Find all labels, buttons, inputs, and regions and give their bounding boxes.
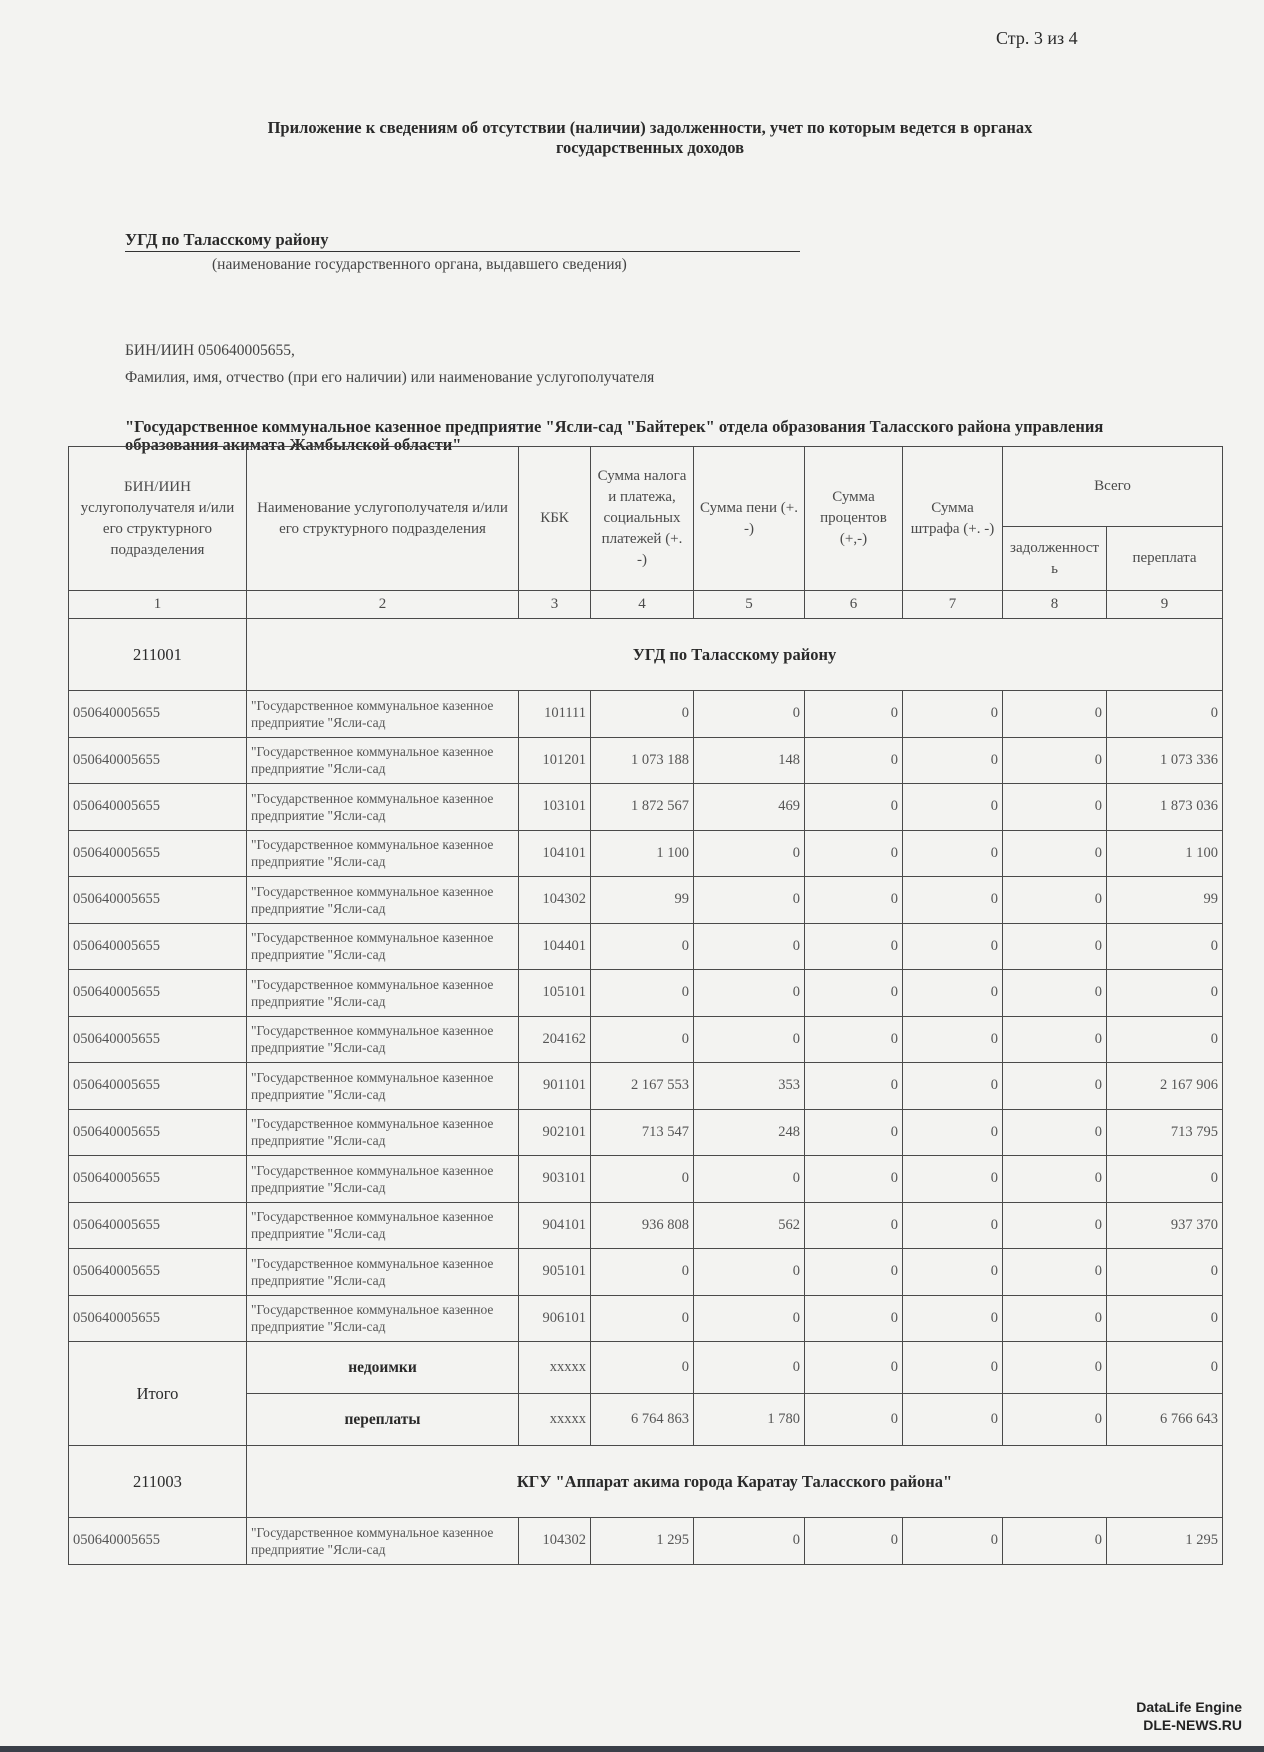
header-debt: задолженность [1003, 527, 1107, 591]
cell-name: "Государственное коммунальное казенное предприятие "Ясли-сад [247, 1156, 519, 1203]
cell-bin: 050640005655 [69, 691, 247, 738]
page-number: Стр. 3 из 4 [996, 28, 1078, 48]
cell-overpay: 2 167 906 [1107, 1063, 1223, 1110]
totals-penalty: 0 [694, 1342, 805, 1394]
cell-debt: 0 [1003, 1156, 1107, 1203]
cell-fine: 0 [903, 1109, 1003, 1156]
cell-bin: 050640005655 [69, 1202, 247, 1249]
cell-bin: 050640005655 [69, 923, 247, 970]
cell-debt: 0 [1003, 1109, 1107, 1156]
cell-penalty: 469 [694, 784, 805, 831]
cell-debt: 0 [1003, 970, 1107, 1017]
cell-kbk: 104101 [519, 830, 591, 877]
totals-fine: 0 [903, 1342, 1003, 1394]
cell-kbk: 104401 [519, 923, 591, 970]
cell-penalty: 0 [694, 830, 805, 877]
cell-tax: 0 [591, 1249, 694, 1296]
cell-interest: 0 [805, 784, 903, 831]
cell-penalty: 0 [694, 923, 805, 970]
totals-kbk: ххххх [519, 1394, 591, 1446]
cell-kbk: 104302 [519, 877, 591, 924]
cell-kbk: 901101 [519, 1063, 591, 1110]
cell-fine: 0 [903, 970, 1003, 1017]
totals-type: переплаты [247, 1394, 519, 1446]
cell-tax: 713 547 [591, 1109, 694, 1156]
section-name: КГУ "Аппарат акима города Каратау Таласского района" [247, 1446, 1223, 1518]
cell-kbk: 904101 [519, 1202, 591, 1249]
section-name: УГД по Таласскому району [247, 619, 1223, 691]
cell-fine: 0 [903, 691, 1003, 738]
cell-debt: 0 [1003, 1518, 1107, 1565]
cell-name: "Государственное коммунальное казенное предприятие "Ясли-сад [247, 1109, 519, 1156]
col-number: 2 [247, 591, 519, 619]
cell-overpay: 0 [1107, 923, 1223, 970]
totals-interest: 0 [805, 1394, 903, 1446]
cell-overpay: 0 [1107, 970, 1223, 1017]
col-number: 6 [805, 591, 903, 619]
cell-kbk: 903101 [519, 1156, 591, 1203]
cell-debt: 0 [1003, 691, 1107, 738]
cell-interest: 0 [805, 1249, 903, 1296]
cell-debt: 0 [1003, 737, 1107, 784]
cell-fine: 0 [903, 1295, 1003, 1342]
cell-overpay: 1 295 [1107, 1518, 1223, 1565]
cell-tax: 0 [591, 1016, 694, 1063]
cell-fine: 0 [903, 923, 1003, 970]
cell-kbk: 204162 [519, 1016, 591, 1063]
col-number: 8 [1003, 591, 1107, 619]
cell-bin: 050640005655 [69, 1016, 247, 1063]
totals-kbk: ххххх [519, 1342, 591, 1394]
cell-bin: 050640005655 [69, 784, 247, 831]
cell-bin: 050640005655 [69, 1518, 247, 1565]
cell-name: "Государственное коммунальное казенное предприятие "Ясли-сад [247, 830, 519, 877]
header-fine: Сумма штрафа (+. -) [903, 447, 1003, 591]
cell-name: "Государственное коммунальное казенное предприятие "Ясли-сад [247, 1518, 519, 1565]
cell-interest: 0 [805, 1202, 903, 1249]
cell-kbk: 101111 [519, 691, 591, 738]
cell-overpay: 0 [1107, 1295, 1223, 1342]
cell-name: "Государственное коммунальное казенное предприятие "Ясли-сад [247, 877, 519, 924]
cell-overpay: 0 [1107, 1249, 1223, 1296]
totals-debt: 0 [1003, 1394, 1107, 1446]
cell-debt: 0 [1003, 830, 1107, 877]
cell-overpay: 99 [1107, 877, 1223, 924]
table-row [69, 1156, 1223, 1203]
totals-fine: 0 [903, 1394, 1003, 1446]
cell-debt: 0 [1003, 923, 1107, 970]
cell-fine: 0 [903, 830, 1003, 877]
cell-penalty: 0 [694, 1016, 805, 1063]
cell-tax: 0 [591, 1156, 694, 1203]
cell-interest: 0 [805, 1063, 903, 1110]
cell-overpay: 713 795 [1107, 1109, 1223, 1156]
issuing-authority-name: УГД по Таласскому району [125, 230, 800, 252]
cell-penalty: 353 [694, 1063, 805, 1110]
cell-tax: 1 073 188 [591, 737, 694, 784]
cell-interest: 0 [805, 1109, 903, 1156]
cell-bin: 050640005655 [69, 1295, 247, 1342]
totals-tax: 6 764 863 [591, 1394, 694, 1446]
cell-tax: 0 [591, 923, 694, 970]
cell-kbk: 101201 [519, 737, 591, 784]
watermark-line: DataLife Engine [1136, 1699, 1242, 1715]
watermark-line: DLE-NEWS.RU [1143, 1717, 1242, 1733]
cell-kbk: 902101 [519, 1109, 591, 1156]
table-row [69, 877, 1223, 924]
cell-kbk: 104302 [519, 1518, 591, 1565]
col-number: 1 [69, 591, 247, 619]
totals-row-arrears [69, 1342, 1223, 1394]
cell-kbk: 105101 [519, 970, 591, 1017]
cell-interest: 0 [805, 1518, 903, 1565]
col-number: 4 [591, 591, 694, 619]
cell-interest: 0 [805, 1295, 903, 1342]
cell-bin: 050640005655 [69, 970, 247, 1017]
document-title: Приложение к сведениям об отсутствии (наличии) задолженности, учет по которым ведется в органах государственных доходов [267, 118, 1033, 157]
table-row [69, 1295, 1223, 1342]
cell-bin: 050640005655 [69, 737, 247, 784]
cell-fine: 0 [903, 784, 1003, 831]
cell-penalty: 0 [694, 1156, 805, 1203]
cell-tax: 0 [591, 691, 694, 738]
cell-name: "Государственное коммунальное казенное предприятие "Ясли-сад [247, 737, 519, 784]
cell-tax: 2 167 553 [591, 1063, 694, 1110]
cell-fine: 0 [903, 1016, 1003, 1063]
header-bin: БИН/ИИН услугополучателя и/или его структурного подразделения [69, 447, 247, 591]
totals-overpay: 0 [1107, 1342, 1223, 1394]
header-name: Наименование услугополучателя и/или его структурного подразделения [247, 447, 519, 591]
totals-interest: 0 [805, 1342, 903, 1394]
table-row [69, 830, 1223, 877]
col-number: 5 [694, 591, 805, 619]
cell-penalty: 0 [694, 691, 805, 738]
cell-fine: 0 [903, 737, 1003, 784]
cell-fine: 0 [903, 1249, 1003, 1296]
col-number: 3 [519, 591, 591, 619]
cell-overpay: 1 873 036 [1107, 784, 1223, 831]
debt-table [68, 446, 1223, 1565]
header-kbk: КБК [519, 447, 591, 591]
cell-overpay: 1 073 336 [1107, 737, 1223, 784]
cell-kbk: 906101 [519, 1295, 591, 1342]
totals-debt: 0 [1003, 1342, 1107, 1394]
cell-debt: 0 [1003, 877, 1107, 924]
recipient-bin-line: БИН/ИИН 050640005655, [125, 342, 295, 359]
cell-tax: 0 [591, 1295, 694, 1342]
cell-name: "Государственное коммунальное казенное предприятие "Ясли-сад [247, 784, 519, 831]
table-row [69, 1109, 1223, 1156]
cell-bin: 050640005655 [69, 1109, 247, 1156]
cell-tax: 1 872 567 [591, 784, 694, 831]
cell-debt: 0 [1003, 1016, 1107, 1063]
cell-bin: 050640005655 [69, 877, 247, 924]
cell-name: "Государственное коммунальное казенное предприятие "Ясли-сад [247, 1202, 519, 1249]
scan-edge [0, 1746, 1264, 1752]
col-number: 9 [1107, 591, 1223, 619]
cell-fine: 0 [903, 1156, 1003, 1203]
table-row [69, 1016, 1223, 1063]
col-number: 7 [903, 591, 1003, 619]
cell-kbk: 905101 [519, 1249, 591, 1296]
table-row [69, 691, 1223, 738]
header-tax: Сумма налога и платежа, социальных платежей (+. -) [591, 447, 694, 591]
cell-tax: 1 295 [591, 1518, 694, 1565]
cell-penalty: 0 [694, 877, 805, 924]
header-penalty: Сумма пени (+. -) [694, 447, 805, 591]
cell-bin: 050640005655 [69, 1249, 247, 1296]
cell-fine: 0 [903, 1063, 1003, 1110]
cell-name: "Государственное коммунальное казенное предприятие "Ясли-сад [247, 691, 519, 738]
cell-debt: 0 [1003, 1295, 1107, 1342]
cell-penalty: 148 [694, 737, 805, 784]
cell-tax: 99 [591, 877, 694, 924]
cell-debt: 0 [1003, 1202, 1107, 1249]
recipient-full-name: "Государственное коммунальное казенное предприятие "Ясли-сад "Байтерек" отдела образования Таласского района управления образования акимата Жамбылской области" [125, 417, 1104, 454]
header-total: Всего [1003, 447, 1223, 527]
cell-fine: 0 [903, 1518, 1003, 1565]
section-code: 211001 [69, 619, 247, 691]
cell-penalty: 248 [694, 1109, 805, 1156]
cell-name: "Государственное коммунальное казенное предприятие "Ясли-сад [247, 1249, 519, 1296]
cell-kbk: 103101 [519, 784, 591, 831]
cell-interest: 0 [805, 830, 903, 877]
cell-interest: 0 [805, 970, 903, 1017]
cell-debt: 0 [1003, 1249, 1107, 1296]
totals-overpay: 6 766 643 [1107, 1394, 1223, 1446]
cell-interest: 0 [805, 1016, 903, 1063]
cell-fine: 0 [903, 1202, 1003, 1249]
cell-tax: 1 100 [591, 830, 694, 877]
cell-overpay: 937 370 [1107, 1202, 1223, 1249]
cell-fine: 0 [903, 877, 1003, 924]
cell-tax: 0 [591, 970, 694, 1017]
cell-overpay: 1 100 [1107, 830, 1223, 877]
cell-overpay: 0 [1107, 691, 1223, 738]
cell-bin: 050640005655 [69, 830, 247, 877]
site-watermark [1136, 1698, 1242, 1734]
cell-interest: 0 [805, 923, 903, 970]
section-code: 211003 [69, 1446, 247, 1518]
cell-penalty: 562 [694, 1202, 805, 1249]
table-row [69, 1518, 1223, 1565]
cell-penalty: 0 [694, 1295, 805, 1342]
table-row [69, 1202, 1223, 1249]
cell-interest: 0 [805, 691, 903, 738]
cell-bin: 050640005655 [69, 1156, 247, 1203]
totals-penalty: 1 780 [694, 1394, 805, 1446]
cell-bin: 050640005655 [69, 1063, 247, 1110]
totals-tax: 0 [591, 1342, 694, 1394]
cell-debt: 0 [1003, 784, 1107, 831]
cell-interest: 0 [805, 1156, 903, 1203]
cell-interest: 0 [805, 737, 903, 784]
cell-penalty: 0 [694, 1518, 805, 1565]
cell-overpay: 0 [1107, 1016, 1223, 1063]
totals-label: Итого [69, 1342, 247, 1446]
recipient-caption: Фамилия, имя, отчество (при его наличии) или наименование услугополучателя [125, 369, 655, 386]
section-header-row [69, 1446, 1223, 1518]
table-row [69, 1063, 1223, 1110]
cell-name: "Государственное коммунальное казенное предприятие "Ясли-сад [247, 923, 519, 970]
table-row [69, 1249, 1223, 1296]
cell-name: "Государственное коммунальное казенное предприятие "Ясли-сад [247, 1063, 519, 1110]
cell-tax: 936 808 [591, 1202, 694, 1249]
section-header-row [69, 619, 1223, 691]
cell-penalty: 0 [694, 1249, 805, 1296]
table-row [69, 784, 1223, 831]
header-overpay: переплата [1107, 527, 1223, 591]
header-interest: Сумма процентов (+,-) [805, 447, 903, 591]
cell-penalty: 0 [694, 970, 805, 1017]
totals-type: недоимки [247, 1342, 519, 1394]
table-row [69, 970, 1223, 1017]
cell-name: "Государственное коммунальное казенное предприятие "Ясли-сад [247, 970, 519, 1017]
issuing-authority-caption: (наименование государственного органа, выдавшего сведения) [212, 256, 627, 273]
cell-interest: 0 [805, 877, 903, 924]
cell-name: "Государственное коммунальное казенное предприятие "Ясли-сад [247, 1295, 519, 1342]
cell-overpay: 0 [1107, 1156, 1223, 1203]
cell-name: "Государственное коммунальное казенное предприятие "Ясли-сад [247, 1016, 519, 1063]
table-row [69, 923, 1223, 970]
cell-debt: 0 [1003, 1063, 1107, 1110]
table-row [69, 737, 1223, 784]
